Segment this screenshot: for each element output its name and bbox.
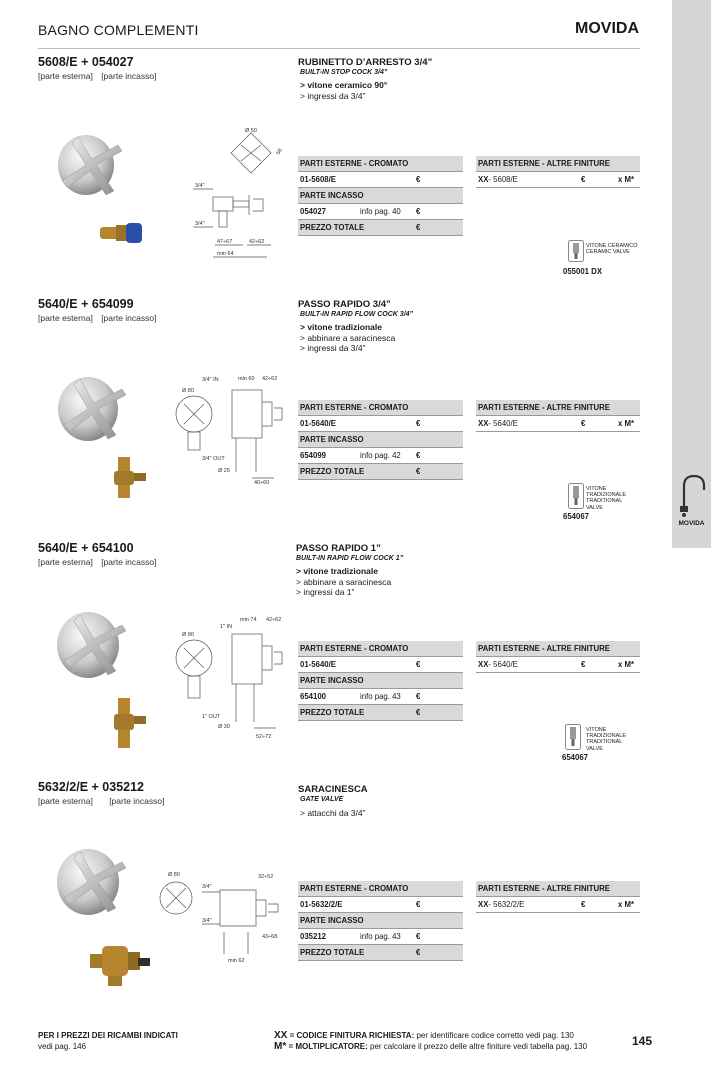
section-title: BAGNO COMPLEMENTI <box>38 22 199 38</box>
table-row: 035212 info pag. 43 € <box>298 929 463 945</box>
valve-label: VITONE CERAMICO CERAMIC VALVE <box>586 243 638 256</box>
dim-label: 1" IN <box>220 624 233 630</box>
dim-label: 3/4" <box>202 884 212 890</box>
dim-label: 42÷62 <box>262 376 278 382</box>
table-row: 01-5640/E € <box>298 416 463 432</box>
table-row: 654100 info pag. 43 € <box>298 689 463 705</box>
parts-labels <box>38 796 170 806</box>
product-title: PASSO RAPIDO 1” <box>296 543 381 554</box>
dim-label: 47÷67 <box>217 239 233 245</box>
feature-item: > vitone tradizionale <box>300 322 382 332</box>
dim-label: min 60 <box>238 376 255 382</box>
dim-label: 32÷52 <box>258 874 274 880</box>
valve-icon <box>568 240 584 262</box>
dim-label: Ø 30 <box>218 724 230 730</box>
table-header: PARTI ESTERNE - ALTRE FINITURE <box>476 641 640 657</box>
table-row: PARTE INCASSO <box>298 188 463 204</box>
product-subtitle: BUILT-IN RAPID FLOW COCK 1” <box>296 555 404 562</box>
valve-icon <box>568 483 584 509</box>
price-table-chrome <box>298 400 463 480</box>
table-row-total: PREZZO TOTALE € <box>298 705 463 721</box>
technical-drawing <box>166 372 296 492</box>
table-row: 01-5608/E € <box>298 172 463 188</box>
table-row: PARTE INCASSO <box>298 913 463 929</box>
technical-drawing <box>166 616 296 746</box>
price-table-chrome <box>298 156 463 236</box>
table-header: PARTI ESTERNE - CROMATO <box>298 400 463 416</box>
feature-list <box>296 566 391 598</box>
price-table-other-finishes <box>476 156 640 188</box>
table-header: PARTI ESTERNE - ALTRE FINITURE <box>476 881 640 897</box>
table-row: 654099 info pag. 42 € <box>298 448 463 464</box>
feature-item: > abbinare a saracinesca <box>300 332 396 343</box>
parts-labels <box>38 71 162 81</box>
valve-code: 055001 DX <box>563 267 603 276</box>
parts-inc-label: [parte incasso] <box>101 557 157 567</box>
feature-list <box>300 322 395 354</box>
valve-label: VITONE TRADIZIONALE TRADITIONAL VALVE <box>586 727 627 752</box>
valve-icon <box>565 724 581 750</box>
technical-drawing <box>183 125 293 265</box>
product-code: 5632/2/E + 035212 <box>38 780 144 794</box>
dim-label: min 62 <box>228 958 245 964</box>
table-row: XX- 5632/2/E € x M* <box>476 897 640 913</box>
feature-item: > ingressi da 3/4” <box>300 90 366 101</box>
dim-label: 42÷62 <box>266 617 282 623</box>
dim-label: min 74 <box>240 617 257 623</box>
dim-label: 42÷62 <box>249 239 265 245</box>
parts-labels <box>38 557 162 567</box>
feature-item: > vitone ceramico 90° <box>300 80 388 90</box>
feature-item: > ingressi da 3/4” <box>300 343 366 353</box>
footer-legend <box>274 1030 587 1052</box>
incasso-photo <box>108 696 153 751</box>
product-title: RUBINETTO D’ARRESTO 3/4” <box>298 57 433 68</box>
table-row: XX- 5640/E € x M* <box>476 416 640 432</box>
table-row-total: PREZZO TOTALE € <box>298 220 463 236</box>
side-tab <box>672 0 711 548</box>
parts-ext-label: [parte esterna] <box>38 557 93 567</box>
legend-m: M* = MOLTIPLICATORE: per calcolare il prezzo delle altre finiture vedi tabella pag. 130 <box>274 1041 588 1052</box>
table-row-total: PREZZO TOTALE € <box>298 945 463 961</box>
dim-label: min 64 <box>217 251 234 257</box>
side-brand-label: MOVIDA <box>678 520 705 527</box>
incasso-photo <box>88 938 153 988</box>
brand-title: MOVIDA <box>575 20 639 37</box>
product-subtitle: BUILT-IN STOP COCK 3/4” <box>300 69 388 76</box>
price-table-chrome <box>298 881 463 961</box>
table-header: PARTI ESTERNE - CROMATO <box>298 881 463 897</box>
price-table-other-finishes <box>476 641 640 673</box>
parts-ext-label: [parte esterna] <box>38 796 93 806</box>
price-table-chrome <box>298 641 463 721</box>
dim-label: 40÷60 <box>254 480 270 486</box>
dim-label: 1" OUT <box>202 714 221 720</box>
page-number: 145 <box>632 1034 653 1048</box>
parts-labels <box>38 313 162 323</box>
faucet-icon <box>674 468 708 518</box>
table-header: PARTI ESTERNE - ALTRE FINITURE <box>476 156 640 172</box>
dim-label: Ø 80 <box>168 872 180 878</box>
product-code: 5640/E + 654100 <box>38 541 134 555</box>
dim-label: 58 <box>275 147 284 156</box>
technical-drawing <box>156 870 296 970</box>
header-divider <box>38 48 640 49</box>
parts-inc-label: [parte incasso] <box>101 313 157 323</box>
dim-label: 3/4" <box>195 221 205 227</box>
price-table-other-finishes <box>476 881 640 913</box>
dim-label: Ø 50 <box>245 128 257 134</box>
product-subtitle: BUILT-IN RAPID FLOW COCK 3/4” <box>300 311 414 318</box>
table-header: PARTI ESTERNE - CROMATO <box>298 156 463 172</box>
table-row: PARTE INCASSO <box>298 432 463 448</box>
feature-list <box>300 808 365 819</box>
dim-label: 43÷68 <box>262 934 278 940</box>
table-row: 01-5640/E € <box>298 657 463 673</box>
rosette-photo <box>48 367 143 447</box>
parts-inc-label: [parte incasso] <box>101 71 157 81</box>
rosette-photo <box>48 838 143 923</box>
dim-label: 3/4" <box>195 183 205 189</box>
table-row: PARTE INCASSO <box>298 673 463 689</box>
dim-label: Ø 25 <box>218 468 230 474</box>
parts-inc-label: [parte incasso] <box>109 796 165 806</box>
rosette-photo <box>48 125 138 205</box>
dim-label: 3/4" <box>202 918 212 924</box>
footer-spare-parts-note: PER I PREZZI DEI RICAMBI INDICATI vedi pag. 146 <box>38 1031 178 1051</box>
feature-list <box>300 80 387 101</box>
price-table-other-finishes <box>476 400 640 432</box>
valve-code: 654067 <box>562 753 589 762</box>
incasso-photo <box>98 215 148 250</box>
table-row: XX- 5640/E € x M* <box>476 657 640 673</box>
parts-ext-label: [parte esterna] <box>38 313 93 323</box>
table-header: PARTI ESTERNE - ALTRE FINITURE <box>476 400 640 416</box>
dim-label: 3/4" IN <box>202 377 219 383</box>
incasso-photo <box>108 455 153 500</box>
feature-item: > ingressi da 1” <box>296 587 355 597</box>
feature-item: > abbinare a saracinesca <box>296 576 392 587</box>
table-row: 01-5632/2/E € <box>298 897 463 913</box>
product-subtitle: GATE VALVE <box>300 796 344 803</box>
rosette-photo <box>48 601 143 686</box>
feature-item: > vitone tradizionale <box>296 566 378 576</box>
dim-label: 52÷72 <box>256 734 272 740</box>
valve-label: VITONE TRADIZIONALE TRADITIONAL VALVE <box>586 486 627 511</box>
parts-ext-label: [parte esterna] <box>38 71 93 81</box>
valve-code: 654067 <box>563 512 590 521</box>
table-row: XX- 5608/E € x M* <box>476 172 640 188</box>
table-row: 054027 info pag. 40 € <box>298 204 463 220</box>
legend-xx: XX = CODICE FINITURA RICHIESTA: per identificare codice corretto vedi pag. 130 <box>274 1030 574 1041</box>
product-code: 5640/E + 654099 <box>38 297 134 311</box>
product-title: SARACINESCA <box>298 784 368 795</box>
table-row-total: PREZZO TOTALE € <box>298 464 463 480</box>
product-title: PASSO RAPIDO 3/4” <box>298 299 391 310</box>
dim-label: Ø 80 <box>182 388 194 394</box>
dim-label: 3/4" OUT <box>202 456 225 462</box>
table-header: PARTI ESTERNE - CROMATO <box>298 641 463 657</box>
product-code: 5608/E + 054027 <box>38 55 134 69</box>
dim-label: Ø 80 <box>182 632 194 638</box>
feature-item: > attacchi da 3/4” <box>300 808 366 818</box>
